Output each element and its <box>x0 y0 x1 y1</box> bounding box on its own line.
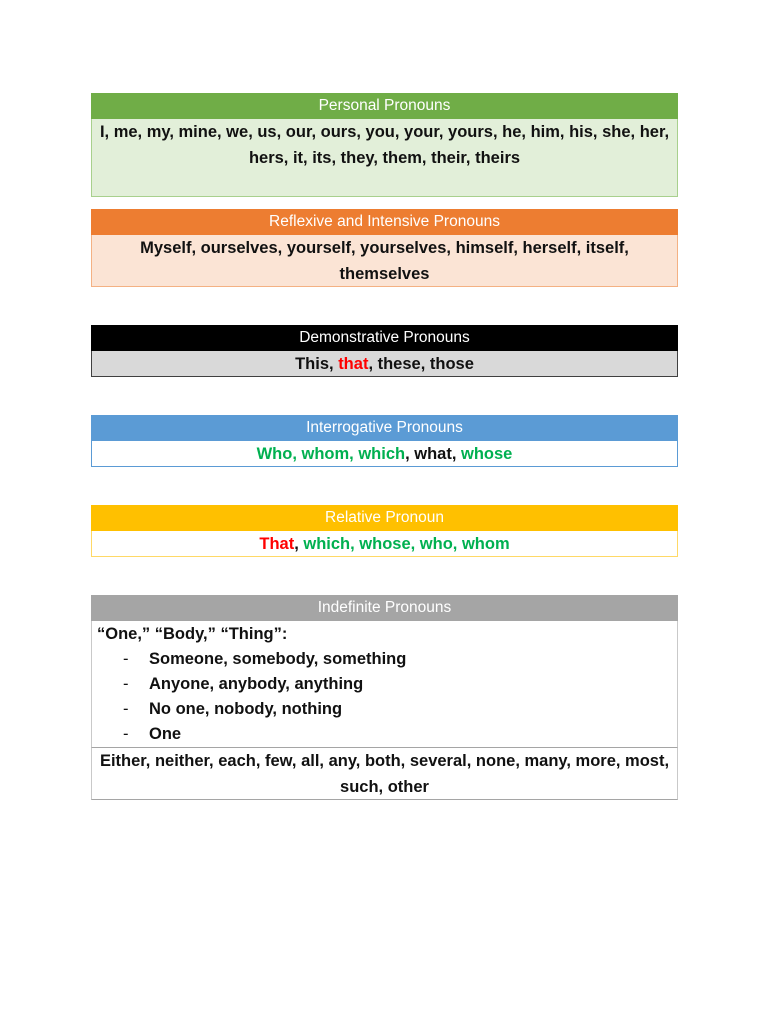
interrogative-pronouns-header: Interrogative Pronouns <box>91 415 678 441</box>
list-item <box>119 697 677 722</box>
indefinite-list <box>97 647 677 747</box>
list-item-text: One <box>149 725 182 743</box>
dash-bullet: - <box>123 675 129 693</box>
dash-bullet: - <box>123 700 129 718</box>
reflexive-pronouns-list: Myself, ourselves, yourself, yourselves, himself, herself, itself, themselves <box>91 235 678 287</box>
list-item <box>119 672 677 697</box>
indefinite-pronouns-table <box>91 595 678 800</box>
interrogative-pronouns-list <box>91 441 678 467</box>
reflexive-pronouns-header: Reflexive and Intensive Pronouns <box>91 209 678 235</box>
indefinite-one-body-thing-cell <box>91 621 678 748</box>
list-item <box>119 722 677 747</box>
demonstrative-word-this: This, <box>295 355 339 373</box>
indefinite-intro: “One,” “Body,” “Thing”: <box>97 625 288 643</box>
indefinite-pronouns-header: Indefinite Pronouns <box>91 595 678 621</box>
interrogative-word-what: , what, <box>405 445 462 463</box>
relative-separator: , <box>294 535 304 553</box>
relative-word-that: That <box>259 535 295 553</box>
interrogative-words-relative: Who, whom, which <box>256 445 406 463</box>
demonstrative-pronouns-list <box>91 351 678 377</box>
reflexive-pronouns-table <box>91 209 678 287</box>
demonstrative-pronouns-table <box>91 325 678 377</box>
demonstrative-word-that: that <box>338 355 369 373</box>
indefinite-others-cell: Either, neither, each, few, all, any, both, several, none, many, more, most, such, other <box>91 748 678 800</box>
personal-pronouns-table <box>91 93 678 197</box>
dash-bullet: - <box>123 725 129 743</box>
relative-pronoun-header: Relative Pronoun <box>91 505 678 531</box>
interrogative-word-whose: whose <box>461 445 513 463</box>
dash-bullet: - <box>123 650 129 668</box>
demonstrative-pronouns-header: Demonstrative Pronouns <box>91 325 678 351</box>
demonstrative-word-rest: , these, those <box>368 355 474 373</box>
list-item <box>119 647 677 672</box>
interrogative-pronouns-table <box>91 415 678 467</box>
relative-pronoun-list <box>91 531 678 557</box>
relative-pronoun-table <box>91 505 678 557</box>
personal-pronouns-header: Personal Pronouns <box>91 93 678 119</box>
list-item-text: Someone, somebody, something <box>149 650 407 668</box>
personal-pronouns-list: I, me, my, mine, we, us, our, ours, you, your, yours, he, him, his, she, her, hers, it, its, they, them, their, theirs <box>91 119 678 197</box>
list-item-text: No one, nobody, nothing <box>149 700 343 718</box>
relative-words-rest: which, whose, who, whom <box>303 535 510 553</box>
list-item-text: Anyone, anybody, anything <box>149 675 364 693</box>
